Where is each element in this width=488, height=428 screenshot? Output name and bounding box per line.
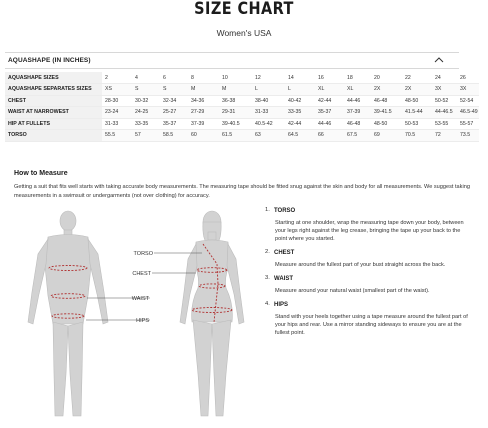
accordion-header[interactable]: [5, 52, 459, 69]
table-cell: 52-54: [457, 95, 479, 107]
row-header: TORSO: [5, 130, 102, 142]
table-cell: 23-24: [102, 107, 132, 119]
table-cell: 31-33: [102, 118, 132, 130]
size-table: [5, 72, 479, 142]
step-torso: [265, 207, 470, 243]
step-title: CHEST: [274, 250, 295, 256]
female-figure: [180, 211, 244, 416]
table-cell: 39-40.5: [219, 118, 252, 130]
table-cell: 72: [432, 130, 457, 142]
table-cell: 64.5: [285, 130, 315, 142]
label-torso: TORSO: [133, 251, 153, 257]
measurement-figures: [12, 204, 274, 426]
table-cell: 69: [371, 130, 402, 142]
how-to-measure-heading: How to Measure: [14, 170, 68, 177]
table-cell: 50-52: [432, 95, 457, 107]
step-title: WAIST: [274, 276, 293, 282]
table-cell: XS: [102, 84, 132, 96]
table-cell: 33-35: [132, 118, 160, 130]
table-cell: 55-57: [457, 118, 479, 130]
step-number: 4.: [265, 301, 270, 307]
table-cell: L: [252, 84, 285, 96]
label-chest: CHEST: [132, 271, 151, 277]
table-cell: 50-53: [402, 118, 432, 130]
step-hips: [265, 301, 470, 337]
step-number: 2.: [265, 249, 270, 255]
table-cell: XL: [315, 84, 344, 96]
table-cell: 35-37: [315, 107, 344, 119]
step-chest: [265, 249, 470, 269]
table-row: [5, 118, 479, 130]
step-description: Stand with your heels together using a tape measure around the fullest part of your hips and rear. Use a mirror standing sideways to ensure you are at the fullest point.: [275, 314, 468, 336]
table-cell: 41.5-44: [402, 107, 432, 119]
accordion-title: AQUASHAPE (IN INCHES): [8, 57, 91, 64]
table-cell: 2X: [371, 84, 402, 96]
step-waist: [265, 275, 470, 295]
table-cell: 57: [132, 130, 160, 142]
table-cell: 37-39: [188, 118, 219, 130]
table-cell: 31-33: [252, 107, 285, 119]
table-cell: 6: [160, 72, 188, 84]
table-cell: XL: [344, 84, 371, 96]
table-cell: M: [219, 84, 252, 96]
step-title: HIPS: [274, 302, 289, 308]
label-waist: WAIST: [131, 296, 149, 302]
table-cell: 24: [432, 72, 457, 84]
table-cell: 35-37: [160, 118, 188, 130]
table-cell: 22: [402, 72, 432, 84]
table-cell: 70.5: [402, 130, 432, 142]
table-cell: 10: [219, 72, 252, 84]
table-cell: 2X: [402, 84, 432, 96]
table-cell: 61.5: [219, 130, 252, 142]
table-cell: 29-31: [219, 107, 252, 119]
table-row: [5, 95, 479, 107]
table-cell: L: [285, 84, 315, 96]
table-cell: 48-50: [371, 118, 402, 130]
table-cell: 58.5: [160, 130, 188, 142]
table-cell: 3X: [432, 84, 457, 96]
page-subtitle: Women's USA: [216, 28, 272, 38]
table-cell: 3X: [457, 84, 479, 96]
step-title: TORSO: [274, 208, 296, 214]
table-cell: 24-25: [132, 107, 160, 119]
step-description: Measure around your natural waist (smallest part of the waist).: [275, 288, 430, 294]
table-cell: 28-30: [102, 95, 132, 107]
table-cell: 53-55: [432, 118, 457, 130]
table-cell: 14: [285, 72, 315, 84]
table-cell: 2: [102, 72, 132, 84]
row-header: AQUASHAPE SIZES: [5, 72, 102, 84]
measure-steps: [265, 207, 470, 343]
table-cell: 46-48: [371, 95, 402, 107]
label-hips: HIPS: [136, 318, 149, 324]
how-to-intro: Getting a suit that fits well starts with taking accurate body measurements. The measuring tape should be fitted snug against the skin and body for all measurements. We suggest taking measurements in a swimsuit or undergarments (not over clothing) for accuracy.: [14, 184, 470, 199]
table-cell: 20: [371, 72, 402, 84]
table-cell: 8: [188, 72, 219, 84]
step-number: 1.: [265, 207, 270, 213]
table-cell: 26: [457, 72, 479, 84]
table-cell: 39-41.5: [371, 107, 402, 119]
table-cell: 30-32: [132, 95, 160, 107]
step-description: Starting at one shoulder, wrap the measuring tape down your body, between your legs right against the leg crease, bringing the tape up your back to the point where you started.: [275, 220, 464, 242]
table-cell: 44-46: [315, 118, 344, 130]
row-header: AQUASHAPE SEPARATES SIZES: [5, 84, 102, 96]
row-header: HIP AT FULLETS: [5, 118, 102, 130]
table-cell: 44-46: [344, 95, 371, 107]
table-cell: 16: [315, 72, 344, 84]
table-cell: 73.5: [457, 130, 479, 142]
row-header: WAIST AT NARROWEST: [5, 107, 102, 119]
table-cell: 67.5: [344, 130, 371, 142]
table-cell: 55.5: [102, 130, 132, 142]
table-row: [5, 107, 479, 119]
body-illustration: [12, 204, 274, 426]
table-cell: 60: [188, 130, 219, 142]
table-cell: S: [160, 84, 188, 96]
step-number: 3.: [265, 275, 270, 281]
table-cell: 27-29: [188, 107, 219, 119]
table-cell: 37-39: [344, 107, 371, 119]
table-cell: 46.5-49: [457, 107, 479, 119]
table-cell: 42-44: [315, 95, 344, 107]
chevron-up-icon[interactable]: [433, 54, 445, 66]
table-cell: 44-46.5: [432, 107, 457, 119]
table-cell: 33-35: [285, 107, 315, 119]
table-cell: 34-36: [188, 95, 219, 107]
table-cell: 18: [344, 72, 371, 84]
page-title: SIZE CHART: [194, 0, 294, 19]
table-cell: 48-50: [402, 95, 432, 107]
step-description: Measure around the fullest part of your bust straight across the back.: [275, 262, 446, 268]
table-cell: 32-34: [160, 95, 188, 107]
table-cell: 4: [132, 72, 160, 84]
table-cell: 40.5-42: [252, 118, 285, 130]
table-cell: 40-42: [285, 95, 315, 107]
row-header: CHEST: [5, 95, 102, 107]
table-cell: 63: [252, 130, 285, 142]
table-cell: 12: [252, 72, 285, 84]
table-cell: 25-27: [160, 107, 188, 119]
table-row: [5, 72, 479, 84]
table-cell: 38-40: [252, 95, 285, 107]
table-cell: M: [188, 84, 219, 96]
table-cell: 66: [315, 130, 344, 142]
table-cell: 42-44: [285, 118, 315, 130]
table-cell: 36-38: [219, 95, 252, 107]
table-cell: 46-48: [344, 118, 371, 130]
table-row: [5, 130, 479, 142]
table-cell: S: [132, 84, 160, 96]
table-row: [5, 84, 479, 96]
